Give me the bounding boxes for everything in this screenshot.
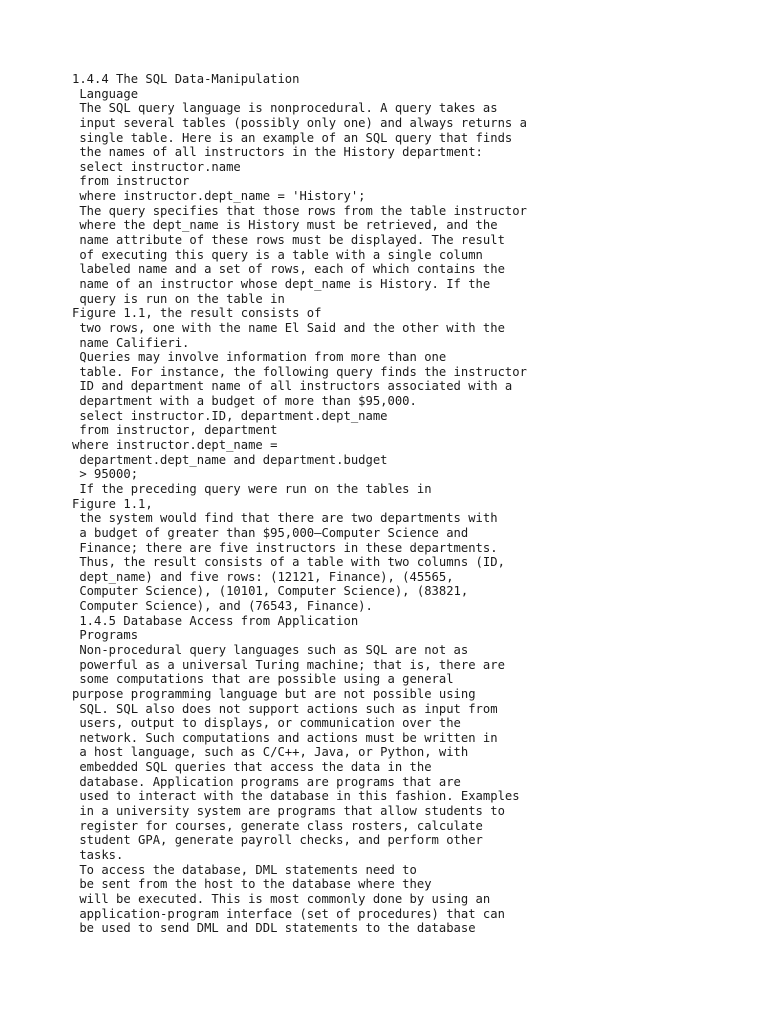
text-line: department.dept_name and department.budget — [72, 452, 388, 467]
document-page — [72, 72, 752, 936]
text-line: Non-procedural query languages such as SQL are not as — [72, 642, 469, 657]
text-line: Queries may involve information from more than one — [72, 350, 447, 365]
text-line: To access the database, DML statements need to — [72, 862, 417, 877]
text-line: database. Application programs are programs that are — [72, 774, 461, 789]
text-line: select instructor.ID, department.dept_name — [72, 408, 388, 423]
text-line: where instructor.dept_name = 'History'; — [72, 189, 366, 204]
text-line: Programs — [72, 628, 139, 643]
text-line: name attribute of these rows must be displayed. The result — [72, 233, 505, 248]
text-line: purpose programming language but are not possible using — [72, 686, 476, 701]
text-line: from instructor — [72, 174, 190, 189]
text-line: a host language, such as C/C++, Java, or Python, with — [72, 745, 469, 760]
text-line: single table. Here is an example of an SQL query that finds — [72, 130, 513, 145]
text-line: users, output to displays, or communication over the — [72, 716, 461, 731]
text-line: tasks. — [72, 847, 124, 862]
text-line: register for courses, generate class rosters, calculate — [72, 818, 483, 833]
text-line: powerful as a universal Turing machine; that is, there are — [72, 657, 505, 672]
text-line: Thus, the result consists of a table with two columns (ID, — [72, 555, 505, 570]
text-line: of executing this query is a table with a single column — [72, 247, 483, 262]
text-line: Computer Science), (10101, Computer Science), (83821, — [72, 584, 469, 599]
text-line: Figure 1.1, — [72, 496, 153, 511]
text-line: department with a budget of more than $95,000. — [72, 394, 417, 409]
text-line: two rows, one with the name El Said and the other with the — [72, 320, 505, 335]
text-line: 1.4.4 The SQL Data-Manipulation — [72, 72, 300, 86]
text-line: input several tables (possibly only one) and always returns a — [72, 115, 527, 130]
text-line: table. For instance, the following query finds the instructor — [72, 364, 527, 379]
text-line: query is run on the table in — [72, 291, 285, 306]
text-line: select instructor.name — [72, 159, 241, 174]
text-line: ID and department name of all instructors associated with a — [72, 379, 513, 394]
text-line: name of an instructor whose dept_name is History. If the — [72, 276, 491, 291]
text-line: Language — [72, 86, 139, 101]
text-line: used to interact with the database in this fashion. Examples — [72, 789, 520, 804]
text-line: be used to send DML and DDL statements to the database — [72, 921, 476, 936]
text-line: student GPA, generate payroll checks, and perform other — [72, 833, 483, 848]
text-line: a budget of greater than $95,000—Computer Science and — [72, 525, 469, 540]
text-line: name Califieri. — [72, 335, 190, 350]
text-line: be sent from the host to the database where they — [72, 877, 432, 892]
text-line: where the dept_name is History must be retrieved, and the — [72, 218, 498, 233]
text-line: dept_name) and five rows: (12121, Finance), (45565, — [72, 569, 454, 584]
text-line: SQL. SQL also does not support actions such as input from — [72, 701, 498, 716]
text-line: some computations that are possible using a general — [72, 672, 454, 687]
text-line: application-program interface (set of procedures) that can — [72, 906, 505, 921]
text-line: from instructor, department — [72, 423, 278, 438]
text-line: embedded SQL queries that access the data in the — [72, 760, 432, 775]
text-line: in a university system are programs that allow students to — [72, 804, 505, 819]
text-line: > 95000; — [72, 467, 139, 482]
text-line: If the preceding query were run on the tables in — [72, 481, 432, 496]
text-line: Computer Science), and (76543, Finance). — [72, 599, 373, 614]
text-line: network. Such computations and actions must be written in — [72, 730, 498, 745]
text-line: Figure 1.1, the result consists of — [72, 306, 322, 321]
text-line: labeled name and a set of rows, each of which contains the — [72, 262, 505, 277]
text-line: where instructor.dept_name = — [72, 438, 278, 453]
text-line: will be executed. This is most commonly done by using an — [72, 891, 491, 906]
text-line: the system would find that there are two departments with — [72, 511, 498, 526]
text-line: Finance; there are five instructors in these departments. — [72, 540, 498, 555]
text-line: 1.4.5 Database Access from Application — [72, 613, 359, 628]
text-line: The SQL query language is nonprocedural. A query takes as — [72, 101, 498, 116]
text-line: the names of all instructors in the History department: — [72, 145, 483, 160]
text-line: The query specifies that those rows from the table instructor — [72, 203, 527, 218]
